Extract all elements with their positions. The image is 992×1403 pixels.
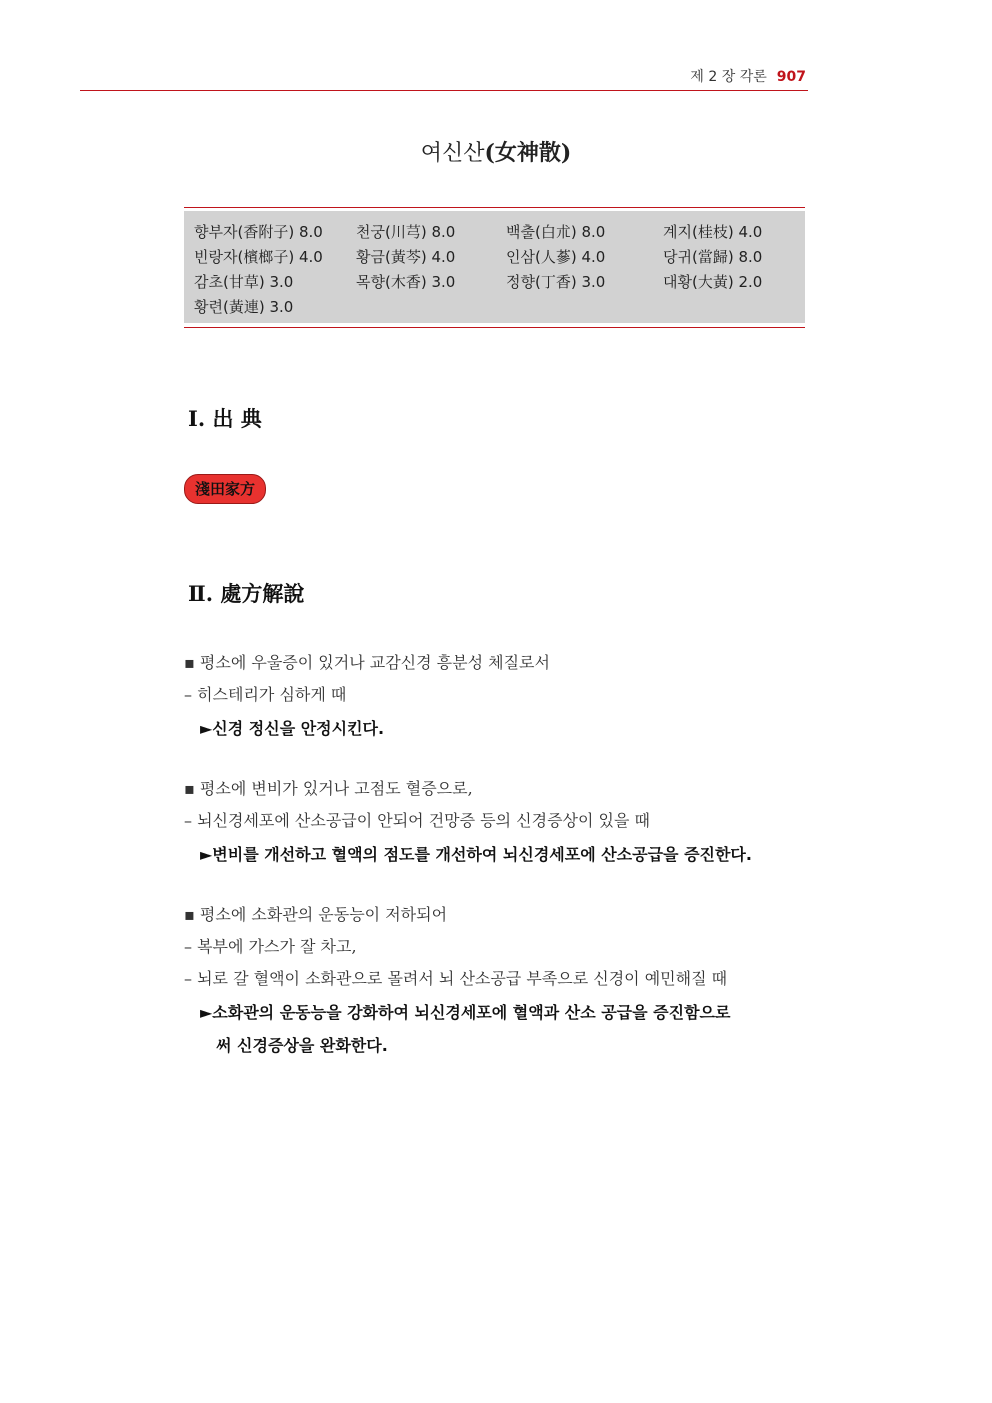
result-line: ►소화관의 운동능을 강화하여 뇌신경세포에 혈액과 산소 공급을 증진함으로	[200, 1003, 731, 1022]
herb-item: 감초(甘草) 3.0	[194, 273, 294, 291]
header-rule	[80, 90, 808, 91]
section-title-explanation: Ⅱ. 處方解說	[188, 581, 305, 606]
bullet-line: ▪ 평소에 소화관의 운동능이 저하되어	[184, 905, 448, 924]
herb-item: 인삼(人蔘) 4.0	[506, 248, 606, 266]
section-title-source: Ⅰ. 出 典	[188, 406, 262, 431]
title-korean: 여신산	[420, 141, 485, 166]
prescription-title	[0, 136, 992, 167]
chapter-label: 제 2 장 각론	[690, 69, 767, 85]
running-header	[690, 66, 806, 86]
herb-table-top-rule	[184, 207, 805, 208]
herb-item: 천궁(川芎) 8.0	[356, 223, 456, 241]
herb-item: 황금(黃芩) 4.0	[356, 248, 456, 266]
herb-table-bottom-rule	[184, 327, 805, 328]
herb-item: 향부자(香附子) 8.0	[194, 223, 323, 241]
dash-line: – 히스테리가 심하게 때	[184, 685, 347, 704]
herb-item: 백출(白朮) 8.0	[506, 223, 606, 241]
herb-item: 정향(丁香) 3.0	[506, 273, 606, 291]
result-line: ►변비를 개선하고 혈액의 점도를 개선하여 뇌신경세포에 산소공급을 증진한다.	[200, 845, 752, 864]
herb-item: 목향(木香) 3.0	[356, 273, 456, 291]
bullet-line: ▪ 평소에 변비가 있거나 고점도 혈증으로,	[184, 779, 473, 798]
dash-line: – 뇌신경세포에 산소공급이 안되어 건망증 등의 신경증상이 있을 때	[184, 811, 651, 830]
herb-item: 계지(桂枝) 4.0	[663, 223, 763, 241]
result-line: ►신경 정신을 안정시킨다.	[200, 719, 385, 738]
herb-table	[184, 211, 805, 323]
dash-line: – 복부에 가스가 잘 차고,	[184, 937, 357, 956]
bullet-line: ▪ 평소에 우울증이 있거나 교감신경 흥분성 체질로서	[184, 653, 550, 672]
source-badge: 淺田家方	[184, 474, 266, 504]
result-line-continued: 써 신경증상을 완화한다.	[216, 1036, 388, 1055]
page-number: 907	[776, 69, 806, 85]
herb-item: 황련(黃連) 3.0	[194, 298, 294, 316]
title-hanja: (女神散)	[484, 140, 572, 166]
dash-line: – 뇌로 갈 혈액이 소화관으로 몰려서 뇌 산소공급 부족으로 신경이 예민해질 때	[184, 969, 728, 988]
herb-item: 빈랑자(檳榔子) 4.0	[194, 248, 323, 266]
herb-item: 대황(大黃) 2.0	[663, 273, 763, 291]
herb-item: 당귀(當歸) 8.0	[663, 248, 763, 266]
